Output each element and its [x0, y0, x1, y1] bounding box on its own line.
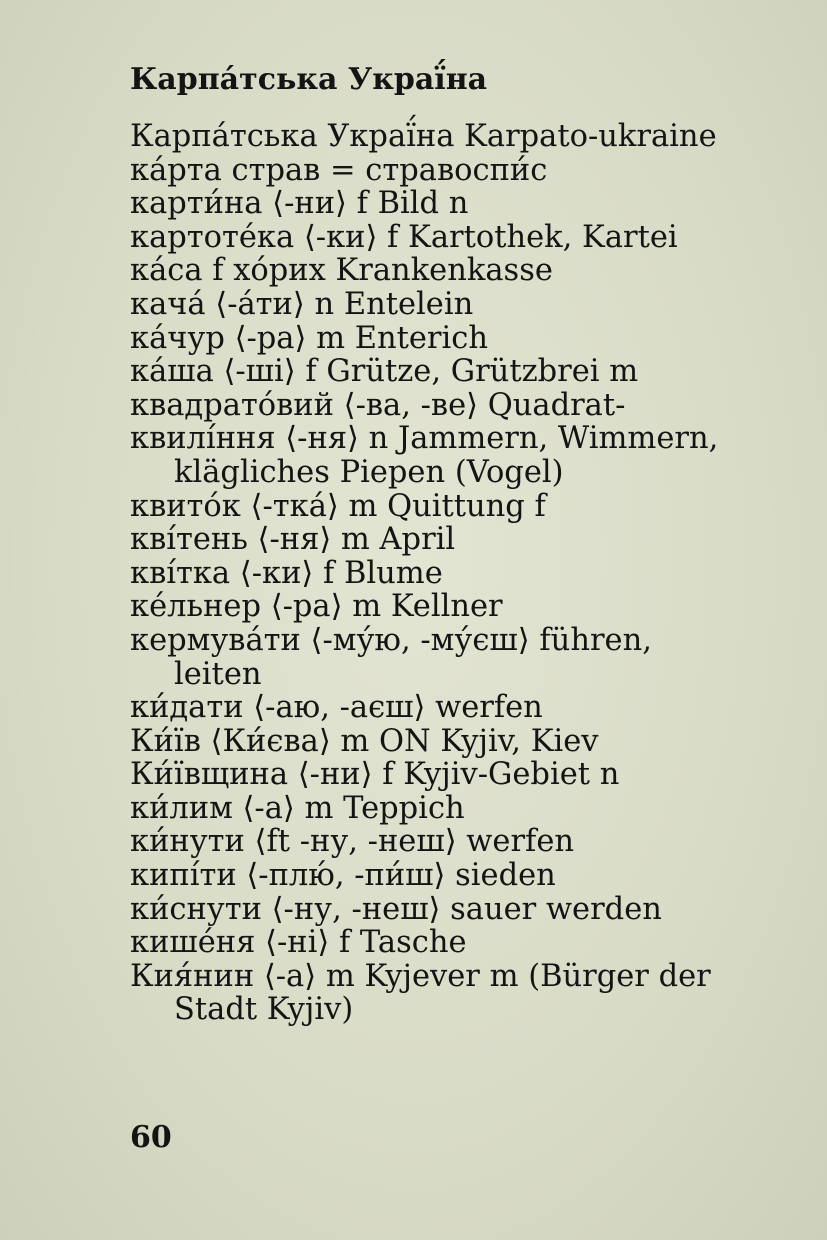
entry-23: кише́ня ⟨-ні⟩ f Tasche [130, 925, 467, 961]
entry-22: ки́снути ⟨-ну, -неш⟩ sauer werden [130, 891, 662, 927]
entry-16: ки́дати ⟨-аю, -аєш⟩ werfen [130, 690, 543, 726]
entry-24: Кия́нин ⟨-а⟩ m Kyjever m (Bürger der Stadt Kyjiv) [130, 958, 711, 1028]
entry-list [130, 120, 740, 1027]
entry-21: кипі́ти ⟨-плю́, -пи́ш⟩ sieden [130, 858, 556, 894]
entry-5: ка́са f хо́рих Krankenkasse [130, 253, 553, 289]
entry-6: кача́ ⟨-а́ти⟩ n Entelein [130, 286, 474, 322]
entry-4: картоте́ка ⟨-ки⟩ f Kartothek, Kartei [130, 219, 678, 255]
entry-3: карти́на ⟨-ни⟩ f Bild n [130, 186, 469, 222]
entry-20: ки́нути ⟨ft -ну, -неш⟩ werfen [130, 824, 575, 860]
entry-1: Карпа́тська Украї́на Karpato-ukraine [130, 119, 717, 154]
entry-18: Ки́ївщина ⟨-ни⟩ f Kyjiv-Gebiet n [130, 757, 620, 793]
entry-7: ка́чур ⟨-ра⟩ m Enterich [130, 320, 488, 356]
dictionary-page [130, 60, 740, 1027]
entry-2: ка́рта страв = стравоспи́с [130, 152, 548, 188]
entry-14: ке́льнер ⟨-ра⟩ m Kellner [130, 589, 503, 625]
entry-13: кві́тка ⟨-ки⟩ f Blume [130, 555, 443, 591]
entry-10: квилі́ння ⟨-ня⟩ n Jammern, Wimmern, klägliches Piepen (Vogel) [130, 421, 719, 490]
entry-19: ки́лим ⟨-а⟩ m Teppich [130, 790, 465, 826]
entry-17: Ки́їв ⟨Ки́єва⟩ m ON Kyjiv, Kiev [130, 723, 599, 759]
running-head: Карпа́тська Украї́на [130, 62, 488, 97]
entry-12: кві́тень ⟨-ня⟩ m April [130, 522, 456, 558]
entry-9: квадрато́вий ⟨-ва, -ве⟩ Quadrat- [130, 387, 626, 423]
page-number: 60 [130, 1120, 172, 1155]
entry-8: ка́ша ⟨-ші⟩ f Grütze, Grützbrei m [130, 354, 639, 390]
entry-15: кермува́ти ⟨-му́ю, -му́єш⟩ führen, leiten [130, 622, 652, 692]
entry-11: квито́к ⟨-тка́⟩ m Quittung f [130, 488, 546, 524]
